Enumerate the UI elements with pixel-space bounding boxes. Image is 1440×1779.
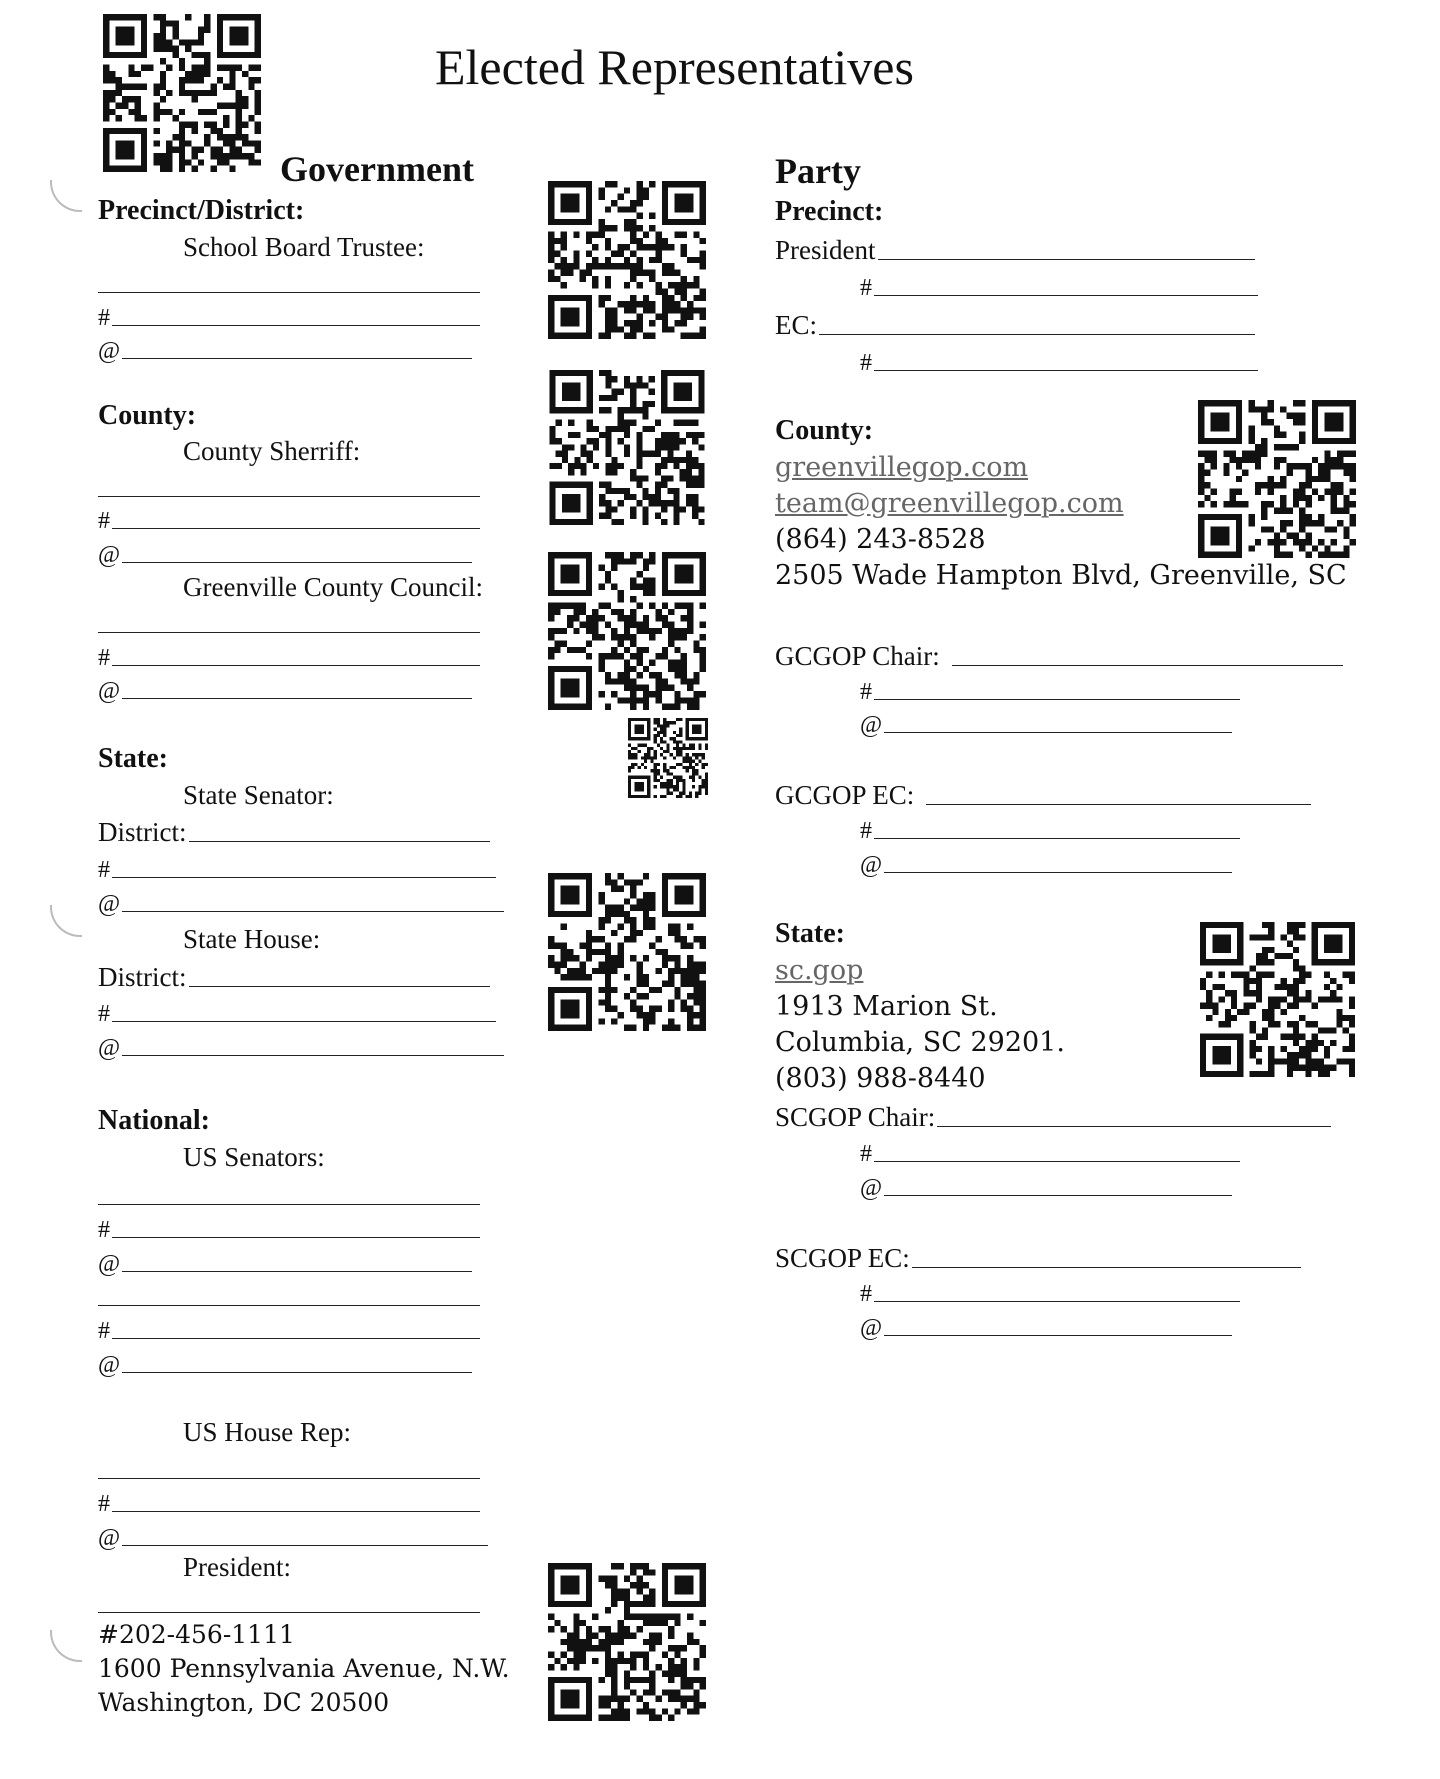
qr-code-icon <box>548 873 706 1031</box>
qr-code-icon <box>548 370 706 525</box>
district-label: District: <box>98 962 187 992</box>
phone-symbol: # <box>860 1141 872 1167</box>
scgop-chair-email-field[interactable] <box>860 1170 1232 1202</box>
qr-code-icon <box>548 1563 706 1721</box>
president-address-line-2: Washington, DC 20500 <box>98 1688 390 1717</box>
scgop-chair-phone-field[interactable] <box>860 1136 1240 1168</box>
scgop-chair-field[interactable] <box>775 1097 1331 1133</box>
email-symbol: @ <box>98 542 121 568</box>
party-precinct-heading: Precinct: <box>775 196 884 227</box>
scgop-ec-email-field[interactable] <box>860 1310 1232 1342</box>
county-address: 2505 Wade Hampton Blvd, Greenville, SC <box>775 560 1347 591</box>
scgop-chair-label: SCGOP Chair: <box>775 1102 936 1132</box>
party-heading: Party <box>775 151 861 191</box>
county-council-phone-field[interactable] <box>98 640 480 672</box>
state-phone: (803) 988-8440 <box>775 1063 986 1094</box>
phone-symbol: # <box>98 1217 110 1243</box>
county-sheriff-phone-field[interactable] <box>98 503 480 535</box>
qr-code-icon <box>628 718 708 798</box>
email-symbol: @ <box>98 891 121 917</box>
state-address-line-2: Columbia, SC 29201. <box>775 1027 1065 1058</box>
email-symbol: @ <box>860 712 883 738</box>
us-senator-1-email-field[interactable] <box>98 1246 472 1278</box>
phone-symbol: # <box>98 645 110 671</box>
state-senator-district-field[interactable] <box>98 812 490 848</box>
county-phone: (864) 243-8528 <box>775 524 986 555</box>
us-senator-2-name-field[interactable] <box>98 1305 480 1306</box>
government-heading: Government <box>280 149 474 189</box>
us-house-rep-label: US House Rep: <box>183 1417 351 1447</box>
phone-symbol: # <box>98 1491 110 1517</box>
email-symbol: @ <box>860 852 883 878</box>
county-email-link[interactable]: team@greenvillegop.com <box>775 488 1124 519</box>
us-senator-1-phone-field[interactable] <box>98 1212 480 1244</box>
email-symbol: @ <box>860 1315 883 1341</box>
gcgop-chair-phone-field[interactable] <box>860 674 1240 706</box>
president-phone: #202-456-1111 <box>98 1620 295 1649</box>
precinct-district-heading: Precinct/District: <box>98 195 305 226</box>
school-board-email-field[interactable] <box>98 333 472 365</box>
county-website-link[interactable]: greenvillegop.com <box>775 452 1029 483</box>
party-precinct-ec-field[interactable] <box>775 305 1255 341</box>
phone-symbol: # <box>98 857 110 883</box>
county-sheriff-label: County Sherriff: <box>183 436 361 466</box>
phone-symbol: # <box>860 1281 872 1307</box>
state-house-district-field[interactable] <box>98 957 490 993</box>
county-council-email-field[interactable] <box>98 673 472 705</box>
district-label: District: <box>98 817 187 847</box>
us-house-rep-name-field[interactable] <box>98 1478 480 1479</box>
email-symbol: @ <box>860 1175 883 1201</box>
phone-symbol: # <box>860 275 872 301</box>
president-name-field[interactable] <box>98 1612 480 1613</box>
state-address-line-1: 1913 Marion St. <box>775 991 998 1022</box>
phone-symbol: # <box>860 350 872 376</box>
phone-symbol: # <box>98 305 110 331</box>
party-state-heading: State: <box>775 918 845 949</box>
state-heading: State: <box>98 743 168 774</box>
party-precinct-ec-label: EC: <box>775 310 818 340</box>
party-precinct-president-field[interactable] <box>775 230 1255 266</box>
state-house-phone-field[interactable] <box>98 996 496 1028</box>
gcgop-ec-phone-field[interactable] <box>860 813 1240 845</box>
us-house-rep-email-field[interactable] <box>98 1520 488 1552</box>
phone-symbol: # <box>98 1318 110 1344</box>
state-house-email-field[interactable] <box>98 1030 504 1062</box>
gcgop-chair-field[interactable] <box>775 636 1343 672</box>
gcgop-chair-email-field[interactable] <box>860 707 1232 739</box>
president-label: President: <box>183 1552 291 1582</box>
county-heading: County: <box>98 400 197 431</box>
phone-symbol: # <box>860 679 872 705</box>
us-senators-label: US Senators: <box>183 1142 325 1172</box>
party-precinct-president-label: President <box>775 235 876 265</box>
email-symbol: @ <box>98 1251 121 1277</box>
us-house-rep-phone-field[interactable] <box>98 1486 480 1518</box>
email-symbol: @ <box>98 1525 121 1551</box>
state-senator-phone-field[interactable] <box>98 852 496 884</box>
us-senator-2-email-field[interactable] <box>98 1347 472 1379</box>
state-senator-label: State Senator: <box>183 780 334 810</box>
state-house-label: State House: <box>183 924 321 954</box>
gcgop-ec-field[interactable] <box>775 775 1311 811</box>
president-address-line-1: 1600 Pennsylvania Avenue, N.W. <box>98 1654 510 1683</box>
us-senator-1-name-field[interactable] <box>98 1204 480 1205</box>
punch-hole-mark <box>50 905 82 937</box>
school-board-label: School Board Trustee: <box>183 232 425 262</box>
email-symbol: @ <box>98 338 121 364</box>
us-senator-2-phone-field[interactable] <box>98 1313 480 1345</box>
county-council-name-field[interactable] <box>98 632 480 633</box>
qr-code-icon <box>103 14 261 172</box>
county-council-label: Greenville County Council: <box>183 572 483 602</box>
phone-symbol: # <box>98 508 110 534</box>
email-symbol: @ <box>98 1035 121 1061</box>
party-precinct-president-phone-field[interactable] <box>860 270 1258 302</box>
phone-symbol: # <box>860 818 872 844</box>
phone-symbol: # <box>98 1001 110 1027</box>
party-county-heading: County: <box>775 415 874 446</box>
gcgop-chair-label: GCGOP Chair: <box>775 641 940 671</box>
email-symbol: @ <box>98 1352 121 1378</box>
qr-code-icon <box>548 552 706 710</box>
state-senator-email-field[interactable] <box>98 886 504 918</box>
party-precinct-ec-phone-field[interactable] <box>860 345 1258 377</box>
county-sheriff-name-field[interactable] <box>98 496 480 497</box>
scgop-ec-field[interactable] <box>775 1238 1301 1274</box>
page-title: Elected Representatives <box>435 39 914 95</box>
scgop-ec-phone-field[interactable] <box>860 1276 1240 1308</box>
punch-hole-mark <box>50 1630 82 1662</box>
email-symbol: @ <box>98 678 121 704</box>
qr-code-icon <box>1198 400 1356 558</box>
state-website-link[interactable]: sc.gop <box>775 955 864 986</box>
qr-code-icon <box>1200 922 1355 1077</box>
national-heading: National: <box>98 1105 210 1136</box>
county-sheriff-email-field[interactable] <box>98 537 472 569</box>
punch-hole-mark <box>50 180 82 212</box>
qr-code-icon <box>548 180 706 340</box>
school-board-phone-field[interactable] <box>98 300 480 332</box>
gcgop-ec-email-field[interactable] <box>860 847 1232 879</box>
school-board-name-field[interactable] <box>98 292 480 293</box>
scgop-ec-label: SCGOP EC: <box>775 1243 910 1273</box>
gcgop-ec-label: GCGOP EC: <box>775 780 915 810</box>
